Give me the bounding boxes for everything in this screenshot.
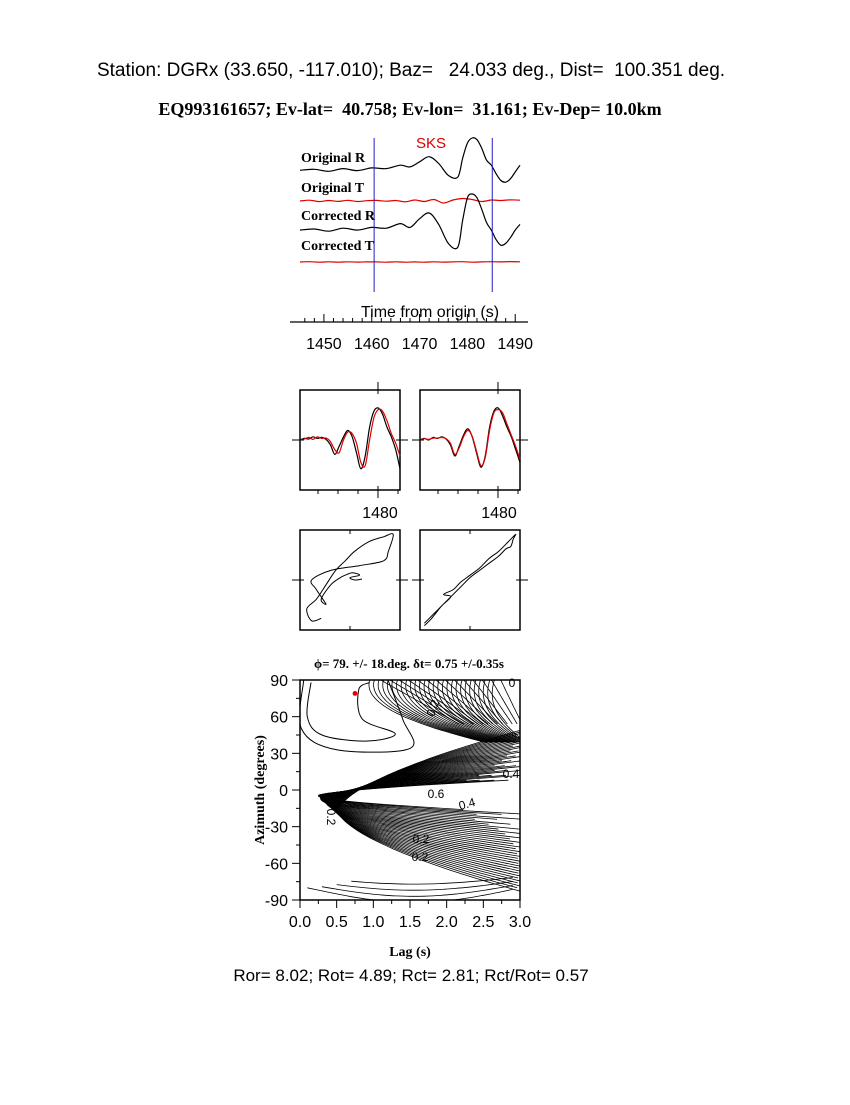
seismogram-panel (290, 135, 533, 353)
splitting-result-title: ϕ= 79. +/- 18.deg. δt= 0.75 +/-0.35s (313, 656, 505, 671)
waveform-frame-original (300, 390, 400, 490)
trace-label-original-r: Original R (301, 151, 366, 166)
time-tick-label: 1450 (306, 336, 342, 353)
lag-tick-label: 1.5 (398, 914, 422, 931)
time-axis-label: Time from origin (s) (360, 304, 500, 321)
contour-value-label: 0 (508, 676, 516, 690)
azimuth-tick-label: 0 (279, 783, 288, 800)
trace-label-corrected-r: Corrected R (301, 209, 375, 224)
event-line: EQ993161657; Ev-lat= 40.758; Ev-lon= 31.161; Ev-Dep= 10.0km (158, 99, 662, 119)
contour-value-label: 0.2 (411, 850, 429, 864)
particle-motion-frame-original (300, 530, 400, 630)
contour-value-label: 0.2 (402, 770, 420, 784)
time-tick-label: 1480 (449, 336, 486, 353)
lag-tick-label: 2.5 (472, 914, 495, 931)
waveform-original-slow (300, 409, 400, 467)
azimuth-tick-label: -90 (264, 893, 288, 910)
waveform-corrected-slow (420, 410, 520, 466)
contour-line-bottom (351, 878, 512, 885)
azimuth-tick-label: -60 (264, 856, 288, 874)
contour-value-label: 0.2 (423, 697, 443, 719)
waveform-tick-label-corrected: 1480 (481, 505, 517, 522)
lag-tick-label: 2.0 (435, 914, 458, 931)
time-tick-label: 1460 (353, 336, 390, 353)
particle-motion-panels (292, 530, 528, 630)
contour-line-minimum (307, 682, 395, 741)
trace-label-corrected-t: Corrected T (301, 239, 374, 254)
azimuth-axis-label: Azimuth (degrees) (253, 735, 268, 845)
particle-motion-corrected (424, 534, 515, 625)
phase-label: SKS (415, 135, 447, 152)
lag-tick-label: 3.0 (508, 914, 532, 931)
contour-value-label: 0.2 (412, 832, 430, 846)
time-tick-label: 1470 (401, 336, 438, 353)
contour-value-label: 0.2 (324, 808, 338, 826)
contour-line-bottom (337, 882, 513, 891)
waveform-frame-corrected (420, 390, 520, 490)
lag-axis-label: Lag (s) (389, 945, 431, 960)
azimuth-tick-label: 30 (270, 746, 288, 764)
best-fit-marker (353, 691, 358, 696)
energy-ratios: Ror= 8.02; Rot= 4.89; Rct= 2.81; Rct/Rot= 0.57 (233, 966, 589, 985)
particle-motion-original (307, 534, 394, 622)
contour-value-label: 0.4 (502, 767, 520, 781)
waveform-tick-label-original: 1480 (362, 505, 398, 522)
lag-tick-label: 1.0 (362, 914, 385, 931)
contour-value-label: 0.4 (457, 795, 477, 813)
trace-corrected-t (300, 262, 520, 263)
contour-line-bottom (322, 885, 513, 896)
lag-tick-label: 0.0 (288, 914, 312, 931)
trace-original-t (300, 198, 520, 203)
trace-label-original-t: Original T (301, 181, 365, 196)
station-line: Station: DGRx (33.650, -117.010); Baz= 24.033 deg., Dist= 100.351 deg. (96, 60, 726, 81)
azimuth-tick-label: -30 (264, 819, 288, 837)
azimuth-tick-label: 90 (270, 673, 288, 690)
time-tick-label: 1490 (497, 336, 534, 353)
contour-value-label: 0.6 (427, 787, 445, 801)
waveform-overlay-panels (292, 382, 528, 522)
lag-tick-label: 0.5 (325, 914, 348, 931)
misfit-contour-plot (253, 656, 535, 960)
azimuth-tick-label: 60 (270, 709, 288, 727)
